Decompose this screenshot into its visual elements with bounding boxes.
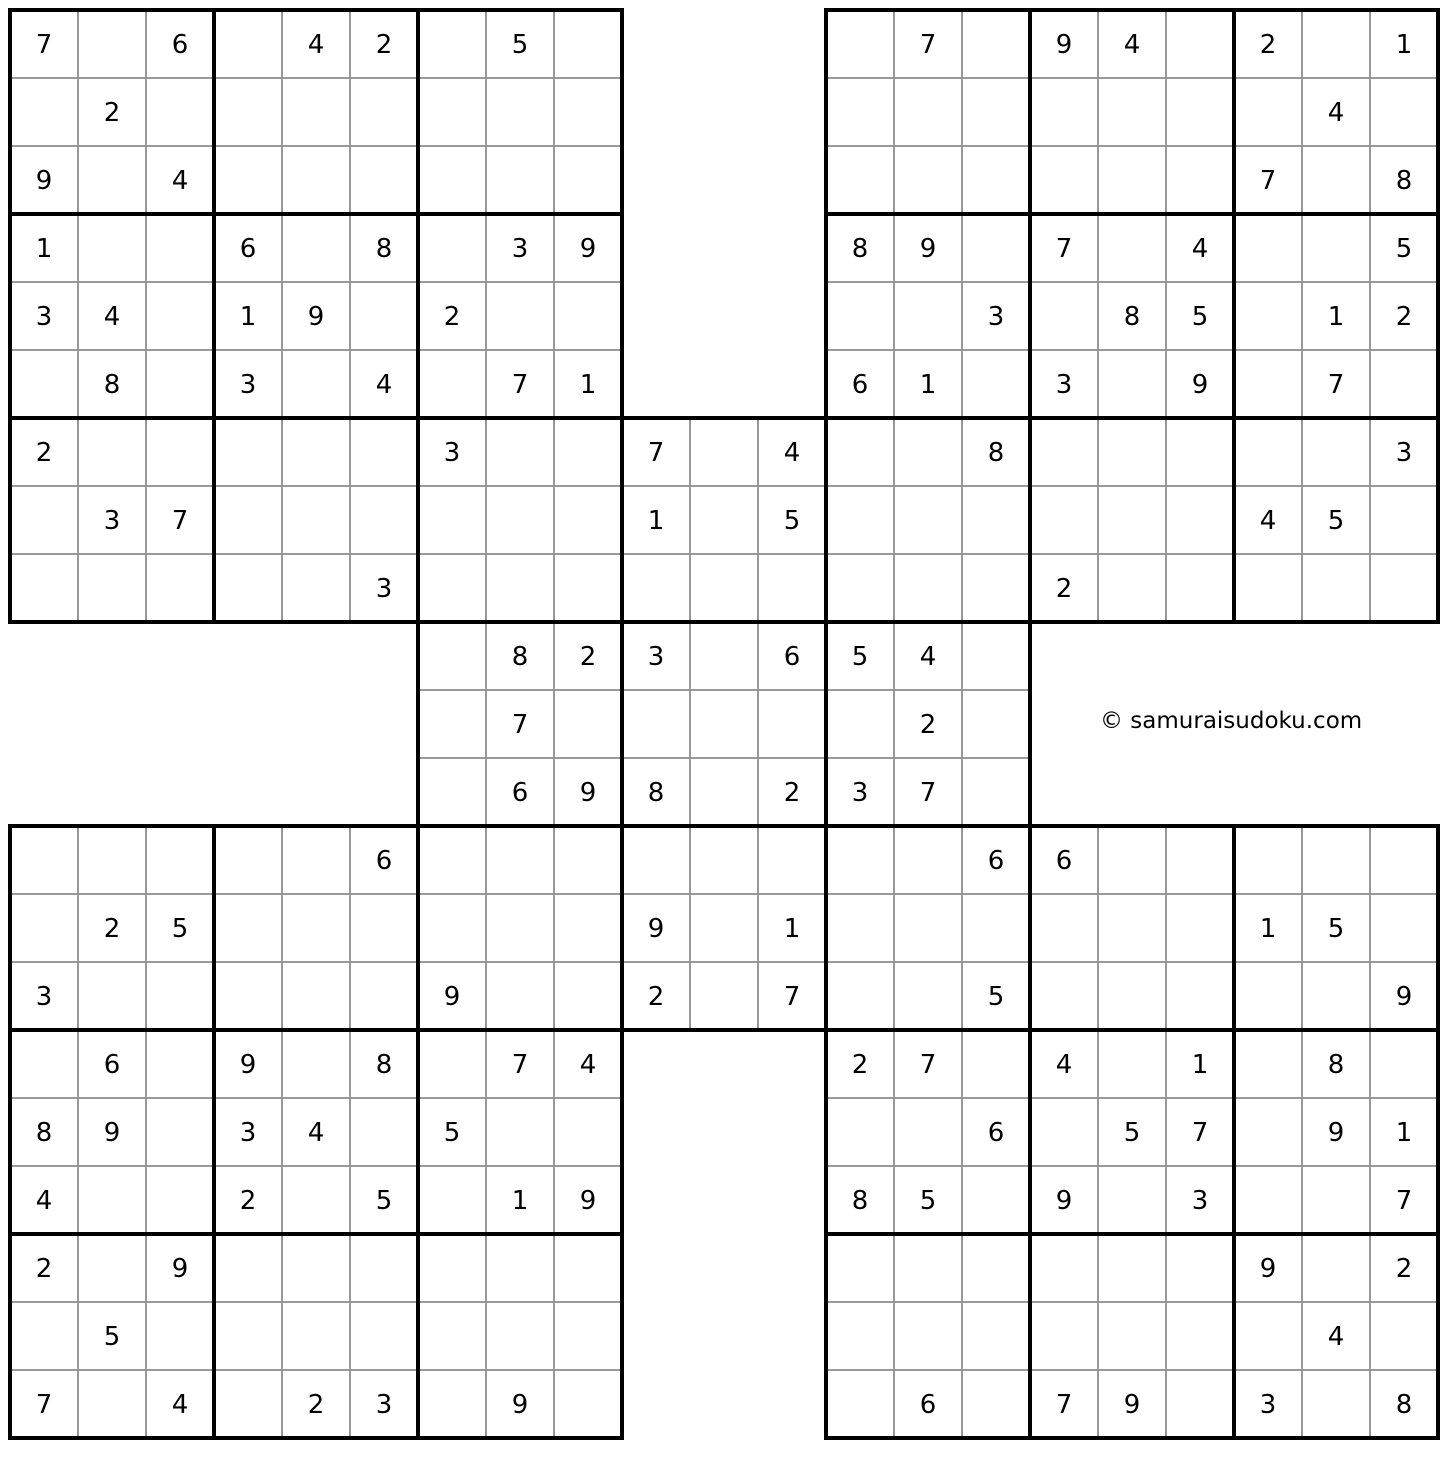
given-digit: 8 (375, 1050, 393, 1080)
given-digit: 1 (919, 370, 937, 400)
given-digit: 7 (647, 438, 665, 468)
given-digit: 2 (443, 302, 461, 332)
given-digit: 2 (919, 710, 937, 740)
given-digit: 5 (171, 914, 189, 944)
given-digit: 2 (1055, 574, 1073, 604)
given-digit: 3 (851, 778, 869, 808)
given-digit: 4 (307, 30, 325, 60)
given-digit: 6 (171, 30, 189, 60)
given-digit: 2 (35, 1254, 53, 1284)
given-digit: 1 (579, 370, 597, 400)
given-digit: 9 (511, 1390, 529, 1420)
given-digit: 2 (647, 982, 665, 1012)
given-digit: 7 (511, 1050, 529, 1080)
given-digit: 5 (1395, 234, 1413, 264)
given-digit: 1 (1395, 1118, 1413, 1148)
given-digit: 3 (239, 370, 257, 400)
given-digit: 2 (307, 1390, 325, 1420)
given-digit: 5 (987, 982, 1005, 1012)
given-digit: 7 (919, 30, 937, 60)
given-digit: 2 (1395, 1254, 1413, 1284)
given-digit: 4 (1259, 506, 1277, 536)
given-digit: 9 (1191, 370, 1209, 400)
given-digit: 9 (239, 1050, 257, 1080)
given-digit: 9 (1123, 1390, 1141, 1420)
given-digit: 4 (171, 166, 189, 196)
given-digit: 8 (1327, 1050, 1345, 1080)
given-digit: 7 (1055, 234, 1073, 264)
given-digit: 8 (647, 778, 665, 808)
given-digit: 9 (1259, 1254, 1277, 1284)
given-digit: 1 (511, 1186, 529, 1216)
given-digit: 7 (35, 1390, 53, 1420)
given-digit: 6 (783, 642, 801, 672)
given-digit: 4 (1123, 30, 1141, 60)
given-digit: 3 (1191, 1186, 1209, 1216)
given-digit: 8 (1395, 166, 1413, 196)
given-digit: 1 (783, 914, 801, 944)
given-digit: 4 (307, 1118, 325, 1148)
given-digit: 6 (1055, 846, 1073, 876)
given-digit: 4 (579, 1050, 597, 1080)
given-digit: 4 (375, 370, 393, 400)
given-digit: 7 (171, 506, 189, 536)
given-digit: 6 (851, 370, 869, 400)
given-digit: 9 (579, 234, 597, 264)
given-digit: 7 (783, 982, 801, 1012)
given-digit: 7 (1191, 1118, 1209, 1148)
given-digit: 8 (1395, 1390, 1413, 1420)
given-digit: 1 (1259, 914, 1277, 944)
given-digit: 4 (171, 1390, 189, 1420)
given-digit: 4 (1055, 1050, 1073, 1080)
given-digit: 9 (1055, 30, 1073, 60)
given-digit: 3 (647, 642, 665, 672)
given-digit: 3 (375, 1390, 393, 1420)
given-digit: 7 (1327, 370, 1345, 400)
given-digit: 2 (103, 98, 121, 128)
given-digit: 9 (1055, 1186, 1073, 1216)
given-digit: 3 (1259, 1390, 1277, 1420)
given-digit: 6 (511, 778, 529, 808)
given-digit: 9 (1395, 982, 1413, 1012)
given-digit: 4 (1191, 234, 1209, 264)
given-digit: 2 (783, 778, 801, 808)
given-digit: 8 (987, 438, 1005, 468)
given-digit: 2 (1395, 302, 1413, 332)
given-digit: 8 (103, 370, 121, 400)
given-digit: 3 (1395, 438, 1413, 468)
given-digit: 3 (443, 438, 461, 468)
given-digit: 3 (103, 506, 121, 536)
given-digit: 6 (103, 1050, 121, 1080)
given-digit: 3 (239, 1118, 257, 1148)
given-digit: 5 (851, 642, 869, 672)
given-digit: 8 (851, 234, 869, 264)
given-digit: 1 (1395, 30, 1413, 60)
given-digit: 3 (511, 234, 529, 264)
given-digit: 8 (35, 1118, 53, 1148)
given-digit: 9 (579, 778, 597, 808)
given-digit: 8 (851, 1186, 869, 1216)
given-digit: 5 (103, 1322, 121, 1352)
given-digit: 2 (851, 1050, 869, 1080)
given-digit: 3 (987, 302, 1005, 332)
given-digit: 7 (511, 710, 529, 740)
given-digit: 1 (1327, 302, 1345, 332)
given-digit: 5 (1327, 506, 1345, 536)
given-digit: 9 (443, 982, 461, 1012)
given-digit: 6 (239, 234, 257, 264)
given-digit: 6 (375, 846, 393, 876)
given-digit: 3 (35, 302, 53, 332)
given-digit: 5 (375, 1186, 393, 1216)
given-digit: 9 (579, 1186, 597, 1216)
given-digit: 4 (1327, 1322, 1345, 1352)
given-digit: 8 (1123, 302, 1141, 332)
given-digit: 5 (1123, 1118, 1141, 1148)
given-digit: 6 (987, 1118, 1005, 1148)
given-digit: 3 (1055, 370, 1073, 400)
given-digit: 2 (375, 30, 393, 60)
given-digit: 4 (1327, 98, 1345, 128)
given-digit: 5 (443, 1118, 461, 1148)
given-digit: 3 (375, 574, 393, 604)
given-digit: 4 (35, 1186, 53, 1216)
given-digit: 7 (1395, 1186, 1413, 1216)
given-digit: 1 (239, 302, 257, 332)
given-digit: 2 (1259, 30, 1277, 60)
given-digit: 1 (35, 234, 53, 264)
given-digit: 2 (103, 914, 121, 944)
given-digit: 7 (1055, 1390, 1073, 1420)
given-digit: 2 (239, 1186, 257, 1216)
given-digit: 9 (307, 302, 325, 332)
given-digit: 8 (511, 642, 529, 672)
given-digit: 6 (919, 1390, 937, 1420)
given-digit: 5 (1191, 302, 1209, 332)
given-digit: 9 (919, 234, 937, 264)
given-digit: 5 (919, 1186, 937, 1216)
given-digit: 4 (919, 642, 937, 672)
copyright-text: © samuraisudoku.com (1100, 708, 1363, 734)
given-digit: 1 (647, 506, 665, 536)
given-digit: 7 (919, 1050, 937, 1080)
given-digit: 4 (783, 438, 801, 468)
given-digit: 1 (1191, 1050, 1209, 1080)
given-digit: 4 (103, 302, 121, 332)
given-digit: 5 (783, 506, 801, 536)
given-digit: 8 (375, 234, 393, 264)
given-digit: 7 (919, 778, 937, 808)
given-digit: 9 (171, 1254, 189, 1284)
given-digit: 9 (103, 1118, 121, 1148)
given-digit: 5 (511, 30, 529, 60)
given-digit: 3 (35, 982, 53, 1012)
given-digit: 7 (511, 370, 529, 400)
given-digit: 7 (35, 30, 53, 60)
given-digit: 2 (35, 438, 53, 468)
given-digit: 9 (35, 166, 53, 196)
given-digit: 6 (987, 846, 1005, 876)
given-digit: 9 (647, 914, 665, 944)
given-digit: 5 (1327, 914, 1345, 944)
given-digit: 2 (579, 642, 597, 672)
given-digit: 7 (1259, 166, 1277, 196)
given-digit: 9 (1327, 1118, 1345, 1148)
